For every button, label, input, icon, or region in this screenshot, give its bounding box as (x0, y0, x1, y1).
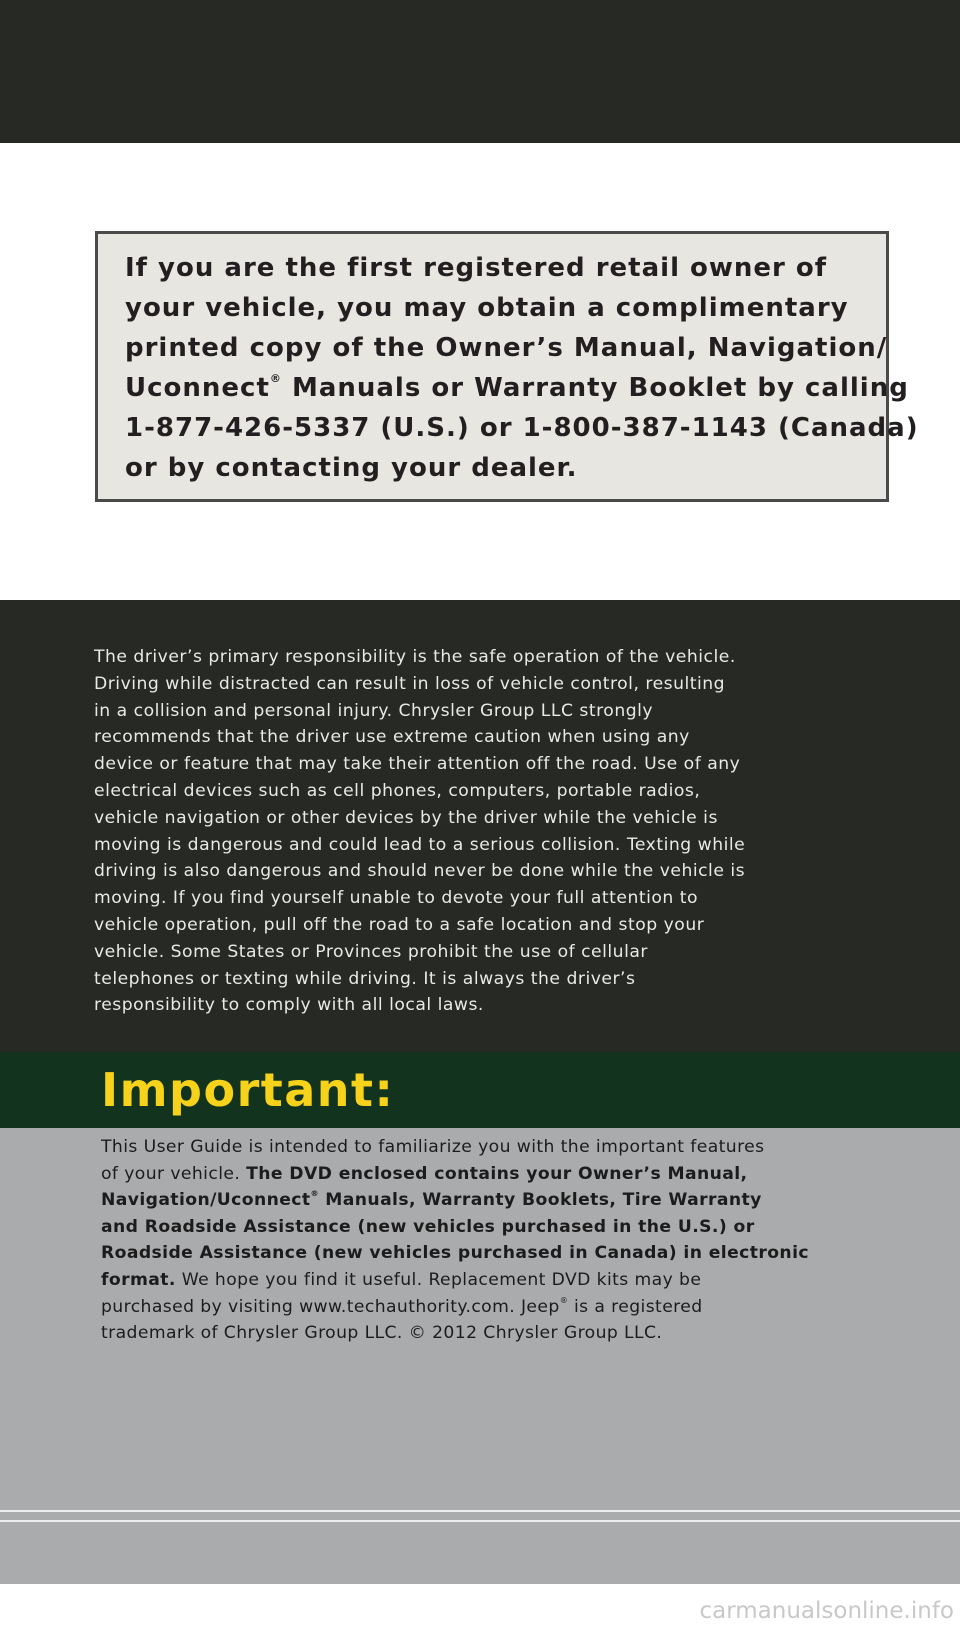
safety-line: recommends that the driver use extreme caution when using any (94, 727, 690, 748)
guide-line-2 (101, 1161, 921, 1188)
notice-line-6: or by contacting your dealer. (125, 453, 578, 483)
guide-line-5 (101, 1240, 921, 1267)
guide-line-3 (101, 1187, 921, 1214)
safety-line: vehicle. Some States or Provinces prohibit the use of cellular (94, 941, 648, 962)
guide-line-7 (101, 1294, 921, 1321)
top-dark-band (0, 0, 960, 143)
guide-bold-text: format. (101, 1269, 176, 1290)
complimentary-manual-notice (95, 231, 919, 502)
safety-line: vehicle operation, pull off the road to a safe location and stop your (94, 914, 705, 935)
notice-line-4 (125, 368, 909, 408)
safety-line: driving is also dangerous and should never be done while the vehicle is (94, 861, 746, 882)
registered-mark: ® (559, 1295, 569, 1305)
guide-text: purchased by visiting www.techauthority.com. Jeep (101, 1296, 560, 1317)
guide-bold-rest: Manuals, Warranty Booklets, Tire Warranty (318, 1190, 762, 1211)
registered-mark: ® (269, 372, 282, 385)
guide-text: We hope you find it useful. Replacement DVD kits may be (175, 1269, 702, 1290)
guide-text: of your vehicle. (101, 1163, 247, 1184)
guide-line-8: trademark of Chrysler Group LLC. © 2012 Chrysler Group LLC. (101, 1323, 663, 1344)
safety-line: responsibility to comply with all local laws. (94, 995, 484, 1016)
guide-bold-text: and Roadside Assistance (new vehicles purchased in the U.S.) or (101, 1216, 755, 1237)
registered-mark: ® (310, 1189, 319, 1199)
user-guide-paragraph (101, 1134, 921, 1347)
divider-line (0, 1520, 960, 1522)
guide-bold-text (101, 1190, 762, 1210)
guide-bold-text: Roadside Assistance (new vehicles purchased in Canada) in electronic (101, 1243, 809, 1264)
safety-line: vehicle navigation or other devices by the driver while the vehicle is (94, 807, 718, 828)
guide-uconnect-text: Navigation/Uconnect (101, 1190, 311, 1211)
guide-line-4 (101, 1214, 921, 1241)
notice-line-1: If you are the first registered retail owner of (125, 253, 828, 283)
driver-safety-paragraph (94, 644, 934, 1019)
guide-line-1: This User Guide is intended to familiarize you with the important features (101, 1137, 765, 1157)
important-heading: Important: (101, 1063, 395, 1117)
safety-line: The driver’s primary responsibility is the safe operation of the vehicle. (94, 647, 736, 667)
safety-line: moving is dangerous and could lead to a serious collision. Texting while (94, 834, 746, 855)
safety-line: moving. If you find yourself unable to devote your full attention to (94, 888, 699, 909)
divider-line (0, 1510, 960, 1512)
notice-line-3: printed copy of the Owner’s Manual, Navigation/ (125, 333, 888, 363)
notice-uconnect-text: Uconnect (125, 373, 270, 403)
safety-line: telephones or texting while driving. It is always the driver’s (94, 968, 636, 989)
notice-line-5: 1-877-426-5337 (U.S.) or 1-800-387-1143 (Canada) (125, 413, 919, 443)
notice-line-2: your vehicle, you may obtain a complimentary (125, 293, 849, 323)
guide-bold-text: The DVD enclosed contains your Owner’s Manual, (246, 1163, 748, 1184)
notice-line-4-rest: Manuals or Warranty Booklet by calling (281, 373, 909, 403)
guide-text: is a registered (568, 1296, 703, 1317)
safety-line: in a collision and personal injury. Chrysler Group LLC strongly (94, 700, 654, 721)
safety-line: device or feature that may take their attention off the road. Use of any (94, 754, 741, 775)
guide-line-6 (101, 1267, 921, 1294)
safety-line: electrical devices such as cell phones, computers, portable radios, (94, 780, 701, 801)
watermark-text: carmanualsonline.info (699, 1598, 954, 1624)
safety-line: Driving while distracted can result in loss of vehicle control, resulting (94, 673, 726, 694)
